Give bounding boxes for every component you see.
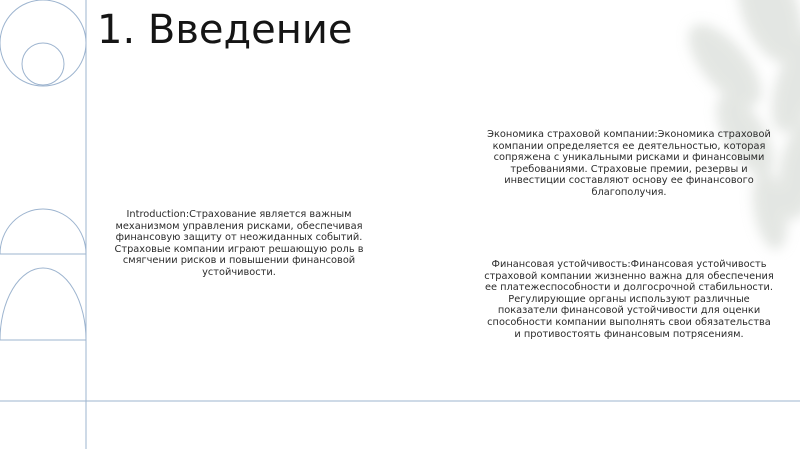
inner-circle <box>22 43 64 85</box>
arch-upper <box>0 209 86 254</box>
economics-heading: Экономика страховой компании: <box>487 129 658 140</box>
introduction-heading: Introduction: <box>126 209 190 220</box>
economics-block <box>484 129 774 199</box>
slide-title: 1. Введение <box>97 7 353 53</box>
financial-stability-body: Финансовая устойчивость страховой компании жизненно важна для обеспечения ее платежеспособности и долгосрочной стабильности. Регулирующие органы используют различные показатели финансовой устойчивости для оценки способности компании выполнять свои обязательства и противостоять финансовым потрясениям. <box>484 259 774 340</box>
arch-lower <box>0 268 86 340</box>
economics-body: Экономика страховой компании определяется ее деятельностью, которая сопряжена с уникальными рисками и финансовыми требованиями. Страховые премии, резервы и инвестиции составляют основу ее финансового благополучия. <box>492 129 771 198</box>
financial-stability-heading: Финансовая устойчивость: <box>491 259 631 270</box>
introduction-body: Страхование является важным механизмом управления рисками, обеспечивая финансовую защиту от неожиданных событий. Страховые компании играют решающую роль в смягчении рисков и повышении финансовой устойчивости. <box>114 209 364 278</box>
financial-stability-block <box>484 259 774 340</box>
introduction-block <box>94 209 384 279</box>
